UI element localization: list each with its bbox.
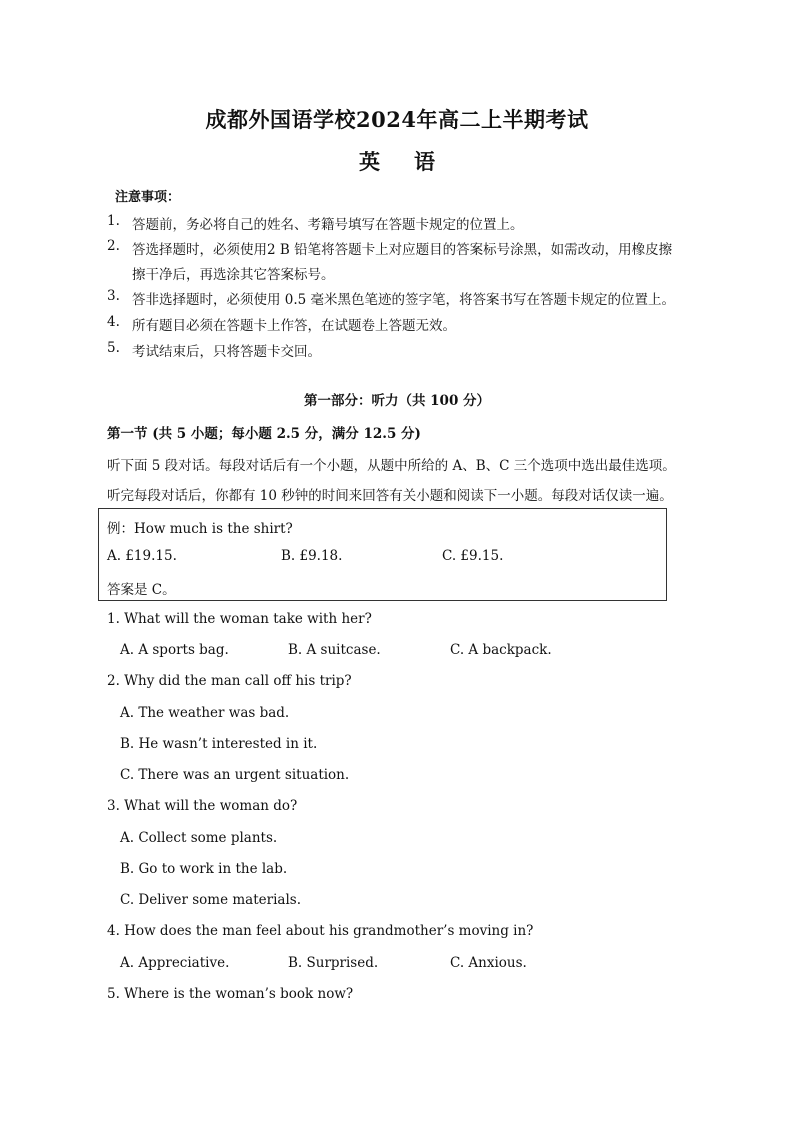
- question-text: 2. Why did the man call off his trip?: [107, 673, 352, 689]
- option-b: B. Go to work in the lab.: [120, 861, 288, 877]
- option-b: B. He wasn’t interested in it.: [120, 736, 318, 752]
- example-box: [98, 508, 667, 601]
- option-a: A. Collect some plants.: [120, 830, 278, 846]
- notice-item: 所有题目必须在答题卡上作答，在试题卷上答题无效。: [132, 318, 456, 334]
- notice-number: 4.: [107, 314, 120, 330]
- example-option-c: C. £9.15.: [442, 548, 504, 564]
- option-a: A. Appreciative.: [120, 955, 230, 971]
- subject-title: 英语: [359, 149, 469, 174]
- notice-item-continuation: 擦干净后，再选涂其它答案标号。: [132, 267, 335, 283]
- question-text: 5. Where is the woman’s book now?: [107, 986, 354, 1002]
- notice-number: 2.: [107, 238, 120, 254]
- section-title: 第一节 (共 5 小题；每小题 2.5 分，满分 12.5 分): [107, 426, 421, 442]
- part-title: 第一部分：听力（共 100 分）: [303, 393, 491, 409]
- example-question: 例：How much is the shirt?: [107, 521, 293, 537]
- option-b: B. Surprised.: [288, 955, 379, 971]
- exam-title: 成都外国语学校2024年高二上半期考试: [205, 107, 589, 132]
- notice-item: 答选择题时，必须使用2 B 铅笔将答题卡上对应题目的答案标号涂黑，如需改动，用橡皮擦: [132, 242, 673, 258]
- notice-item: 答题前，务必将自己的姓名、考籍号填写在答题卡规定的位置上。: [132, 217, 524, 233]
- question-text: 4. How does the man feel about his grandmother’s moving in?: [107, 923, 534, 939]
- notice-item: 答非选择题时，必须使用 0.5 毫米黑色笔迹的签字笔，将答案书写在答题卡规定的位置上。: [132, 292, 676, 308]
- section-instruction: 听完每段对话后，你都有 10 秒钟的时间来回答有关小题和阅读下一小题。每段对话仅读一遍。: [107, 488, 673, 504]
- example-answer: 答案是 C。: [107, 582, 176, 598]
- option-a: A. A sports bag.: [120, 642, 229, 658]
- notice-heading: 注意事项：: [115, 190, 181, 205]
- notice-number: 3.: [107, 288, 120, 304]
- question-text: 3. What will the woman do?: [107, 798, 298, 814]
- example-option-a: A. £19.15.: [107, 548, 177, 564]
- notice-number: 5.: [107, 340, 120, 356]
- option-c: C. There was an urgent situation.: [120, 767, 350, 783]
- example-option-b: B. £9.18.: [281, 548, 343, 564]
- option-c: C. Deliver some materials.: [120, 892, 301, 908]
- option-a: A. The weather was bad.: [120, 705, 290, 721]
- option-c: C. Anxious.: [450, 955, 527, 971]
- question-text: 1. What will the woman take with her?: [107, 611, 372, 627]
- section-instruction: 听下面 5 段对话。每段对话后有一个小题，从题中所给的 A、B、C 三个选项中选出最佳选项。: [107, 458, 676, 474]
- option-c: C. A backpack.: [450, 642, 552, 658]
- notice-item: 考试结束后，只将答题卡交回。: [132, 344, 321, 360]
- option-b: B. A suitcase.: [288, 642, 381, 658]
- notice-number: 1.: [107, 213, 120, 229]
